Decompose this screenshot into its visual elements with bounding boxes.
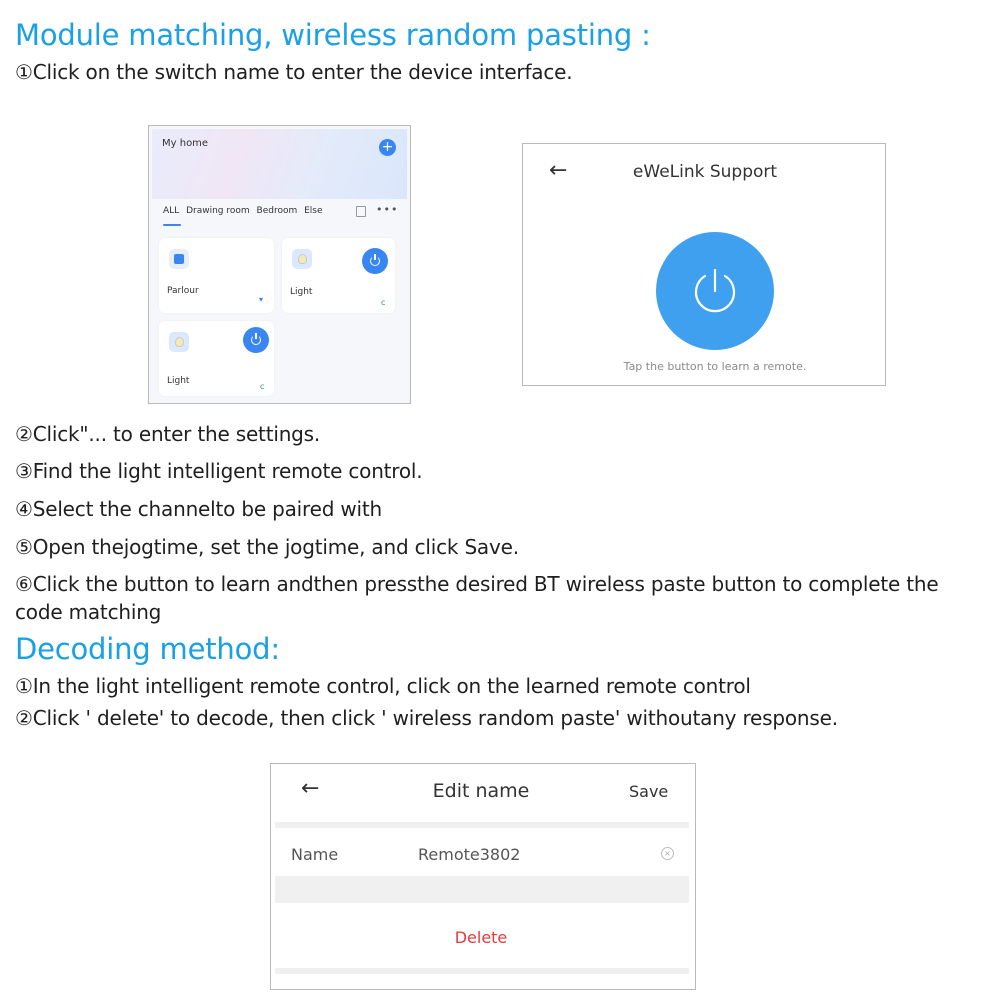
step-5-text: ⑤Open thejogtime, set the jogtime, and click Save. — [15, 535, 519, 559]
home-screenshot — [148, 125, 411, 404]
edit-name-screenshot — [270, 763, 696, 990]
power-icon[interactable] — [362, 248, 388, 274]
device-card-light-1[interactable] — [282, 238, 395, 313]
tab-all[interactable]: ALL — [163, 206, 180, 216]
list-icon[interactable] — [356, 206, 366, 217]
support-title: eWeLink Support — [632, 162, 778, 182]
power-icon[interactable] — [243, 327, 269, 353]
learn-hint: Tap the button to learn a remote. — [623, 360, 807, 373]
delete-button[interactable]: Delete — [454, 928, 508, 947]
name-label: Name — [291, 845, 339, 864]
device-card-parlour[interactable] — [159, 238, 274, 313]
back-arrow-icon[interactable]: ← — [549, 158, 568, 183]
plus-icon[interactable]: + — [379, 139, 396, 156]
tab-bedroom[interactable]: Bedroom — [256, 206, 298, 216]
active-tab-indicator — [163, 224, 181, 226]
clear-icon[interactable]: × — [661, 847, 674, 860]
device-label: Light — [167, 376, 190, 386]
step-3-text: ③Find the light intelligent remote control. — [15, 459, 423, 483]
name-input[interactable]: Remote3802 — [418, 845, 521, 864]
divider — [275, 822, 689, 828]
section-heading-decoding: Decoding method: — [15, 632, 280, 666]
home-header — [152, 129, 407, 199]
home-title: My home — [162, 138, 209, 149]
power-icon — [656, 232, 774, 350]
divider — [275, 876, 689, 903]
save-button[interactable]: Save — [629, 782, 669, 801]
step-4-text: ④Select the channelto be paired with — [15, 497, 382, 521]
device-label: Light — [290, 287, 313, 297]
more-icon[interactable]: ••• — [376, 203, 399, 216]
step-1-text: ①Click on the switch name to enter the device interface. — [15, 60, 573, 84]
learn-remote-button[interactable] — [656, 232, 774, 350]
wifi-icon: ▾ — [259, 295, 264, 304]
decode-step-1-text: ①In the light intelligent remote control, click on the learned remote control — [15, 674, 751, 698]
curtain-icon — [169, 249, 189, 269]
divider — [275, 968, 689, 974]
section-heading-matching: Module matching, wireless random pasting : — [15, 18, 651, 52]
bulb-icon — [169, 332, 189, 352]
device-label: Parlour — [167, 286, 199, 296]
step-2-text: ②Click"... to enter the settings. — [15, 422, 321, 446]
step-6-text-cont: code matching — [15, 600, 162, 624]
room-tabs — [163, 206, 327, 220]
step-6-text: ⑥Click the button to learn andthen pressthe desired BT wireless paste button to complete the — [15, 572, 939, 596]
bulb-icon — [292, 249, 312, 269]
tab-else[interactable]: Else — [304, 206, 323, 216]
edit-title: Edit name — [432, 780, 530, 802]
device-card-light-2[interactable] — [159, 321, 274, 396]
status-icon: c — [381, 298, 386, 307]
support-screenshot — [522, 143, 886, 386]
back-arrow-icon[interactable]: ← — [301, 776, 320, 801]
status-icon: c — [260, 382, 265, 391]
decode-step-2-text: ②Click ' delete' to decode, then click ' wireless random paste' withoutany response. — [15, 706, 838, 730]
tab-drawing-room[interactable]: Drawing room — [186, 206, 250, 216]
